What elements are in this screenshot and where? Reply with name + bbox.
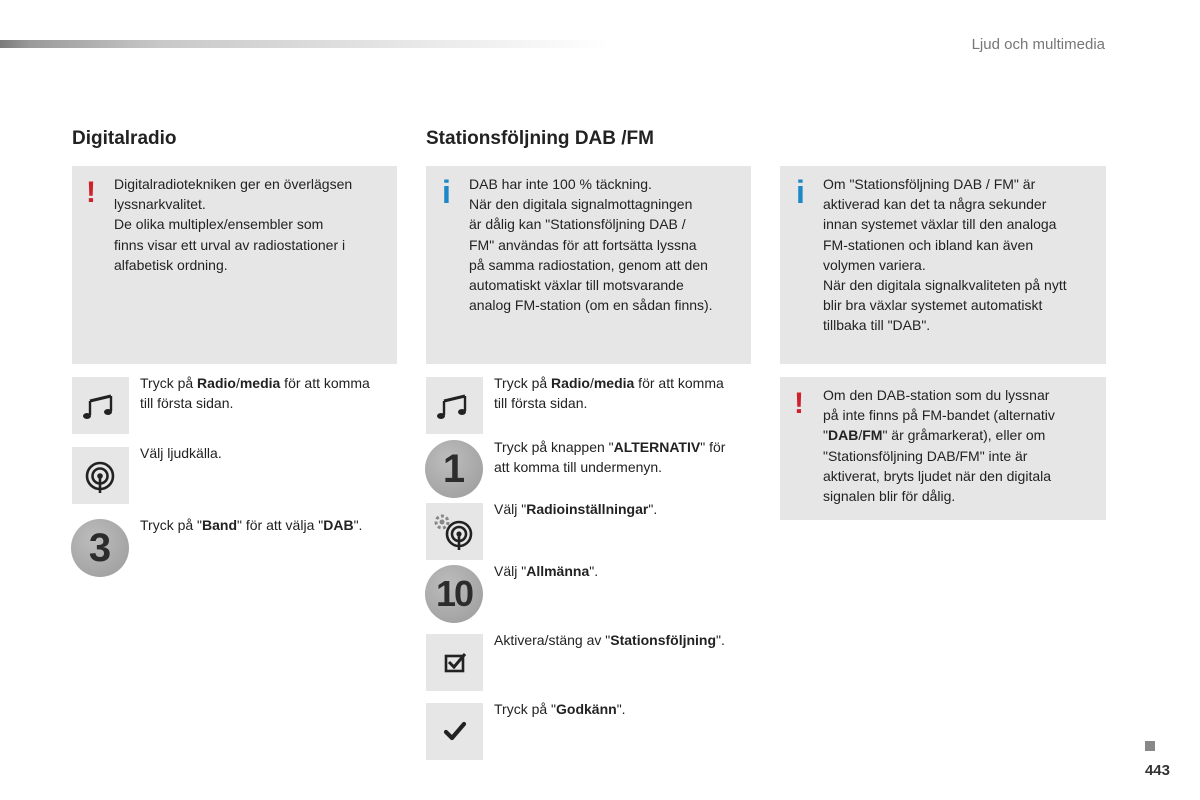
text-line: signalen blir för dålig. <box>823 488 956 505</box>
bold-term: Godkänn <box>556 701 617 717</box>
text-line: De olika multiplex/ensembler som <box>114 216 324 233</box>
text-line: blir bra växlar systemet automatiskt <box>823 297 1043 314</box>
middle-info-text <box>469 174 713 315</box>
page-number: 443 <box>1144 762 1170 779</box>
right-info-box <box>780 166 1106 364</box>
left-warning-text <box>114 174 352 275</box>
radio-settings-icon <box>426 503 483 560</box>
text-line: Aktivera/stäng av "Stationsföljning". <box>494 632 725 648</box>
number-1-badge: 1 <box>425 440 483 498</box>
text-line: finns visar ett urval av radiostationer i <box>114 236 346 253</box>
header-gradient-bar <box>0 40 610 48</box>
bold-term: Radio <box>551 375 590 391</box>
bold-term: ALTERNATIV <box>613 439 701 455</box>
text-line: Välj "Allmänna". <box>494 563 599 579</box>
number-3-badge: 3 <box>71 519 129 577</box>
text-line: DAB har inte 100 % täckning. <box>469 176 652 192</box>
middle-step-6-text <box>494 699 626 719</box>
bold-term: Allmänna <box>526 563 590 579</box>
text-line: Om "Stationsföljning DAB / FM" är <box>823 176 1036 192</box>
middle-step-5-text <box>494 630 725 650</box>
text-line: lyssnarkvalitet. <box>114 196 206 213</box>
info-icon: i <box>442 174 451 210</box>
left-step-2-text <box>140 443 222 463</box>
text-line: till första sidan. <box>140 395 234 412</box>
radio-source-icon <box>72 447 129 504</box>
text-line: "DAB/FM" är gråmarkerat), eller om <box>823 427 1046 444</box>
text-line: alfabetisk ordning. <box>114 256 228 273</box>
music-note-icon <box>426 377 483 434</box>
text-line: När den digitala signalkvaliteten på nytt <box>823 277 1067 294</box>
middle-step-2-text <box>494 437 725 477</box>
left-warning-box <box>72 166 397 364</box>
bold-term: DAB <box>827 427 859 444</box>
warning-icon: ! <box>86 176 96 209</box>
text-line: När den digitala signalmottagningen <box>469 196 693 213</box>
text-line: Tryck på knappen "ALTERNATIV" för <box>494 439 726 455</box>
right-warning-box <box>780 377 1106 520</box>
text-line: Tryck på "Band" för att välja "DAB". <box>140 517 363 533</box>
middle-step-1-text <box>494 373 724 413</box>
text-line: att komma till undermenyn. <box>494 459 663 476</box>
right-info-text <box>823 174 1067 336</box>
left-step-3-text <box>140 515 362 535</box>
right-warning-text <box>823 385 1055 506</box>
page-marker <box>1145 741 1155 751</box>
music-note-icon <box>72 377 129 434</box>
bold-term: DAB <box>323 517 354 533</box>
text-line: på samma radiostation, genom att den <box>469 256 708 273</box>
text-line: Tryck på Radio/media för att komma <box>140 375 370 391</box>
text-line: är dålig kan "Stationsföljning DAB / <box>469 216 686 233</box>
checkmark-icon <box>426 703 483 760</box>
bold-term: media <box>239 375 281 391</box>
text-line: på inte finns på FM-bandet (alternativ <box>823 407 1055 424</box>
text-line: Om den DAB-station som du lyssnar <box>823 387 1050 403</box>
section-title: Ljud och multimedia <box>971 36 1105 53</box>
middle-step-3-text <box>494 499 657 519</box>
text-line: aktiverat, bryts ljudet när den digitala <box>823 467 1052 484</box>
left-step-1-text <box>140 373 370 413</box>
text-line: aktiverad kan det ta några sekunder <box>823 196 1047 213</box>
text-line: Digitalradiotekniken ger en överlägsen <box>114 176 353 192</box>
text-line: Välj ljudkälla. <box>140 445 222 461</box>
text-line: Välj "Radioinställningar". <box>494 501 658 517</box>
warning-icon: ! <box>794 387 804 420</box>
info-icon: i <box>796 174 805 210</box>
text-line: tillbaka till "DAB". <box>823 317 931 334</box>
text-line: FM" användas för att fortsätta lyssna <box>469 236 697 253</box>
text-line: innan systemet växlar till den analoga <box>823 216 1057 233</box>
bold-term: Radioinställningar <box>526 501 649 517</box>
bold-term: media <box>593 375 635 391</box>
stationsfoljning-heading: Stationsföljning DAB /FM <box>426 128 654 149</box>
text-line: till första sidan. <box>494 395 588 412</box>
bold-term: Stationsföljning <box>610 632 717 648</box>
bold-term: Band <box>202 517 238 533</box>
checkbox-icon <box>426 634 483 691</box>
bold-term: Radio <box>197 375 236 391</box>
text-line: automatiskt växlar till motsvarande <box>469 277 684 294</box>
middle-info-box <box>426 166 751 364</box>
text-line: "Stationsföljning DAB/FM" inte är <box>823 447 1028 464</box>
text-line: volymen variera. <box>823 256 926 273</box>
number-10-badge: 10 <box>425 565 483 623</box>
text-line: analog FM-station (om en sådan finns). <box>469 297 713 314</box>
text-line: Tryck på "Godkänn". <box>494 701 626 717</box>
digitalradio-heading: Digitalradio <box>72 128 177 149</box>
text-line: Tryck på Radio/media för att komma <box>494 375 724 391</box>
middle-step-4-text <box>494 561 598 581</box>
bold-term: FM <box>862 427 883 444</box>
text-line: FM-stationen och ibland kan även <box>823 236 1034 253</box>
